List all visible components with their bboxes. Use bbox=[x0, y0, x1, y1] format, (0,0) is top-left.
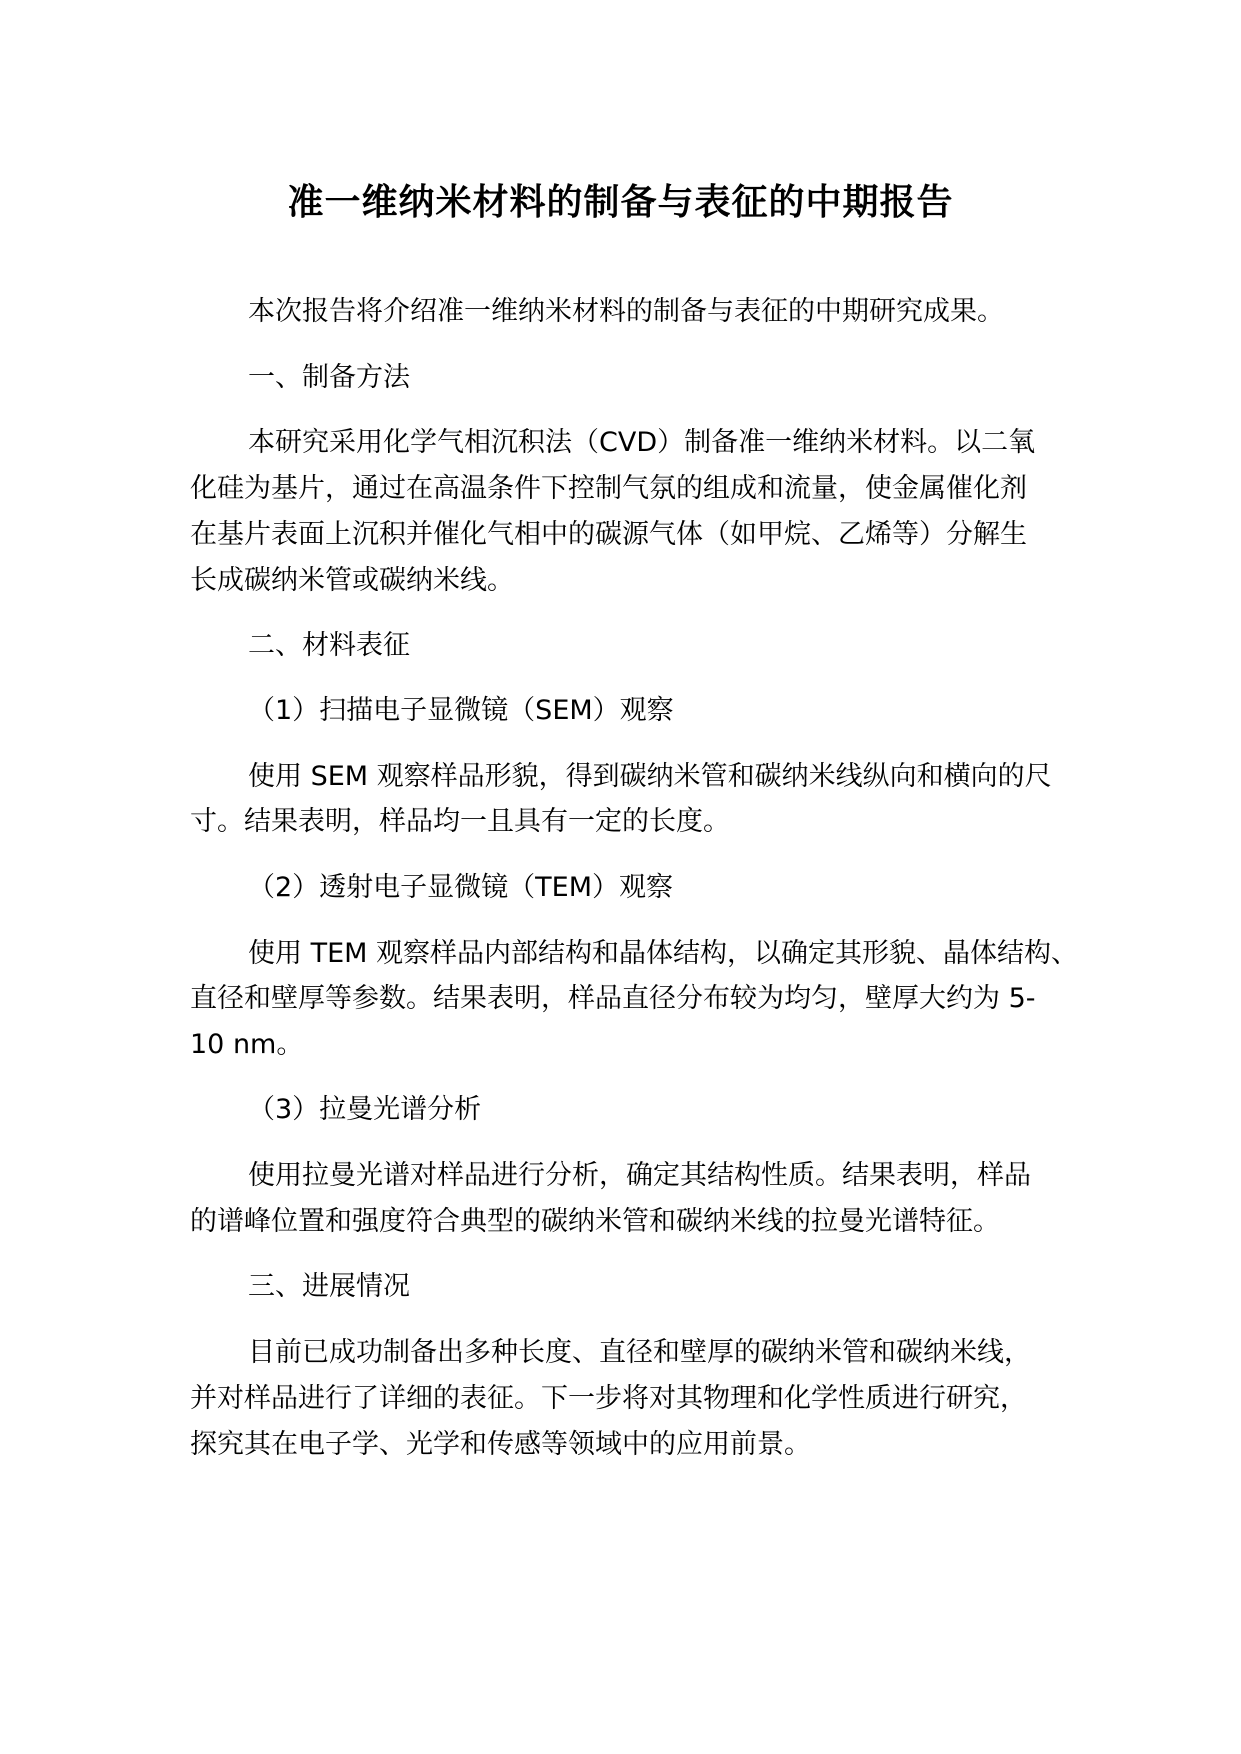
paragraph-line: 并对样品进行了详细的表征。下一步将对其物理和化学性质进行研究， bbox=[190, 1383, 1027, 1414]
subheading-sem: （1）扫描电子显微镜（SEM）观察 bbox=[248, 695, 674, 726]
paragraph-line: 本研究采用化学气相沉积法（CVD）制备准一维纳米材料。以二氧 bbox=[248, 427, 1036, 458]
paragraph-line: 的谱峰位置和强度符合典型的碳纳米管和碳纳米线的拉曼光谱特征。 bbox=[190, 1206, 1000, 1237]
paragraph-line: 寸。结果表明，样品均一且具有一定的长度。 bbox=[190, 806, 730, 837]
subheading-raman: （3）拉曼光谱分析 bbox=[248, 1094, 482, 1125]
paragraph-line: 目前已成功制备出多种长度、直径和壁厚的碳纳米管和碳纳米线， bbox=[248, 1337, 1031, 1368]
section-heading-progress: 三、进展情况 bbox=[248, 1271, 410, 1302]
paragraph-line: 长成碳纳米管或碳纳米线。 bbox=[190, 565, 514, 596]
subheading-tem: （2）透射电子显微镜（TEM）观察 bbox=[248, 872, 674, 903]
paragraph-line: 化硅为基片，通过在高温条件下控制气氛的组成和流量，使金属催化剂 bbox=[190, 473, 1027, 504]
paragraph-line: 探究其在电子学、光学和传感等领域中的应用前景。 bbox=[190, 1429, 811, 1460]
section-heading-preparation: 一、制备方法 bbox=[248, 362, 410, 393]
section-heading-characterization: 二、材料表征 bbox=[248, 630, 410, 661]
paragraph-line: 直径和壁厚等参数。结果表明，样品直径分布较为均匀，壁厚大约为 5- bbox=[190, 983, 1036, 1014]
paragraph-line: 使用 TEM 观察样品内部结构和晶体结构，以确定其形貌、晶体结构、 bbox=[248, 938, 1079, 969]
document-title: 准一维纳米材料的制备与表征的中期报告 bbox=[287, 182, 954, 223]
paragraph-line: 在基片表面上沉积并催化气相中的碳源气体（如甲烷、乙烯等）分解生 bbox=[190, 519, 1027, 550]
paragraph-line: 10 nm。 bbox=[190, 1029, 304, 1060]
paragraph-line: 使用拉曼光谱对样品进行分析，确定其结构性质。结果表明，样品 bbox=[248, 1160, 1031, 1191]
paragraph-line: 使用 SEM 观察样品形貌，得到碳纳米管和碳纳米线纵向和横向的尺 bbox=[248, 761, 1052, 792]
intro-paragraph: 本次报告将介绍准一维纳米材料的制备与表征的中期研究成果。 bbox=[248, 296, 1004, 327]
